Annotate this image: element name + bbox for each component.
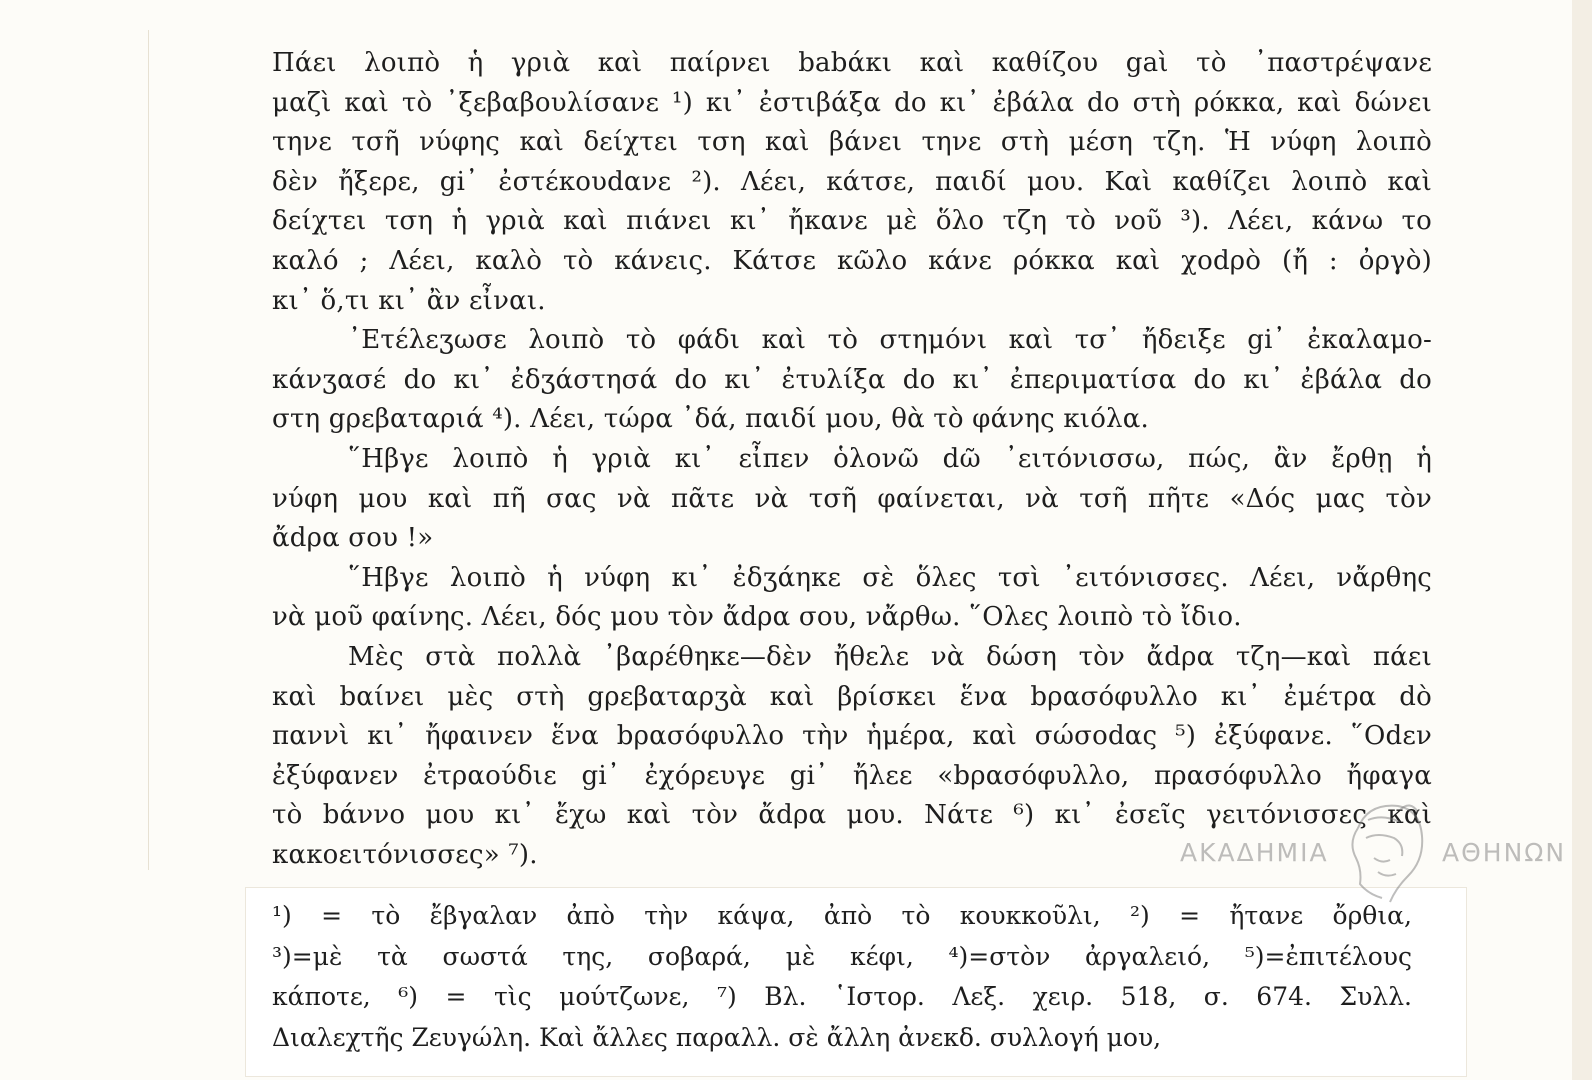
- watermark-right-word: ΑΘΗΝΩΝ: [1442, 838, 1567, 867]
- text-line: καλό ; Λέει, καλὸ τὸ κάνεις. Κάτσε κῶλο κάνε ρόκκα καὶ χοdρὸ (ἤ : ὀργὸ): [272, 245, 1432, 276]
- footnote-line: ³)=μὲ τὰ σωστά της, σοβαρά, μὲ κέφι, ⁴)=στὸν ἀργαλειό, ⁵)=ἐπιτέλους: [272, 941, 1412, 971]
- text-line: κάνӡασέ do κι᾿ ἐδӡάστησά do κι᾿ ἐτυλίξα do κι᾿ ἐπεριματίσα do κι᾿ ἐβάλα do: [272, 364, 1432, 395]
- watermark-left-word: ΑΚΑΔΗΜΙΑ: [1180, 838, 1329, 867]
- footnote-line: Διαλεχτῆς Ζευγώλη. Καὶ ἄλλες παραλλ. σὲ ἄλλη ἀνεκδ. συλλογή μου,: [272, 1022, 1162, 1052]
- text-line: κακοειτόνισσες» ⁷).: [272, 839, 538, 870]
- footnotes-block: [272, 896, 1412, 1058]
- athena-head-icon: [1338, 798, 1428, 908]
- text-line: δὲν ἤξερε, gi᾿ ἐστέκουdανε ²). Λέει, κάτσε, παιδί μου. Καὶ καθίζει λοιπὸ καὶ: [272, 166, 1432, 197]
- paragraph-start-line: ῞Ηβγε λοιπὸ ἡ γριὰ κι᾿ εἶπεν ὁλονῶ dῶ ᾿ειτόνισσω, πώς, ἂν ἔρθῃ ἡ: [348, 443, 1432, 474]
- text-line: κι᾿ ὅ,τι κι᾿ ἂν εἶναι.: [272, 285, 546, 316]
- text-line: δείχτει τση ἡ γριὰ καὶ πιάνει κι᾿ ἤκανε μὲ ὅλο τζη τὸ νοῦ ³). Λέει, κάνω το: [272, 206, 1432, 237]
- text-line: στη gρεβαταριά ⁴). Λέει, τώρα ᾿δά, παιδί μου, θὰ τὸ φάνης κιόλα.: [272, 404, 1149, 435]
- text-line: ἄdρα σου !»: [272, 523, 434, 554]
- main-text-block: [272, 44, 1432, 875]
- text-line: νὰ μοῦ φαίνης. Λέει, δός μου τὸν ἄdρα σου, νἄρθω. ῞Ολες λοιπὸ τὸ ἴδιο.: [272, 602, 1242, 633]
- text-line: νύφη μου καὶ πῆ σας νὰ πᾶτε νὰ τσῆ φαίνεται, νὰ τσῆ πῆτε «Δός μας τὸν: [272, 483, 1432, 514]
- paper-edge: [148, 30, 149, 870]
- text-line: Πάει λοιπὸ ἡ γριὰ καὶ παίρνει babάκι καὶ καθίζου gaὶ τὸ ᾿παστρέψανε: [272, 48, 1432, 78]
- paragraph-start-line: ᾿Ετέλεӡωσε λοιπὸ τὸ φάδι καὶ τὸ στημόνι καὶ τσ᾿ ἤδειξε gi᾿ ἐκαλαμο-: [348, 325, 1432, 356]
- footnote-line: ¹) = τὸ ἔβγαλαν ἀπὸ τὴν κάψα, ἀπὸ τὸ κουκκοῦλι, ²) = ἤτανε ὄρθια,: [272, 901, 1412, 930]
- footnote-line: κάποτε, ⁶) = τὶς μούτζωνε, ⁷) Βλ. ῾Ιστορ. Λεξ. χειρ. 518, σ. 674. Συλλ.: [272, 982, 1412, 1011]
- text-line: καὶ bαίνει μὲς στὴ gρεβαταρӡὰ καὶ βρίσκει ἕνα bρασόφυλλο κι᾿ ἐμέτρα dὸ: [272, 681, 1432, 712]
- paragraph-start-line: Μὲς στὰ πολλὰ ᾿βαρέθηκε—δὲν ἤθελε νὰ δώση τὸν ἄdρα τζη—καὶ πάει: [348, 641, 1432, 672]
- text-line: τὸ bάννο μου κι᾿ ἔχω καὶ τὸν ἄdρα μου. Νάτε ⁶) κι᾿ ἐσεῖς γειτόνισσες καὶ: [272, 800, 1432, 831]
- text-line: μαζὶ καὶ τὸ ᾿ξεβαβουλίσανε ¹) κι᾿ ἐστιβάξα do κι᾿ ἐβάλα do στὴ ρόκκα, καὶ δώνει: [272, 87, 1432, 118]
- text-line: ἐξύφανεν ἐτραούδιε gi᾿ ἐχόρευγε gi᾿ ἤλεε «bρασόφυλλο, πρασόφυλλο ἤφαγα: [272, 760, 1432, 791]
- text-line: τηνε τσῆ νύφης καὶ δείχτει τση καὶ βάνει τηνε στὴ μέση τζη. Ἡ νύφη λοιπὸ: [272, 127, 1432, 158]
- scan-border: [1572, 0, 1592, 1080]
- text-line: παννὶ κι᾿ ἤφαινεν ἕνα bρασόφυλλο τὴν ἡμέρα, καὶ σώσοdας ⁵) ἐξύφανε. ῞Οdεν: [272, 721, 1432, 752]
- paragraph-start-line: ῞Ηβγε λοιπὸ ἡ νύφη κι᾿ ἐδӡάηκε σὲ ὅλες τσὶ ᾿ειτόνισσες. Λέει, νἄρθης: [348, 562, 1432, 593]
